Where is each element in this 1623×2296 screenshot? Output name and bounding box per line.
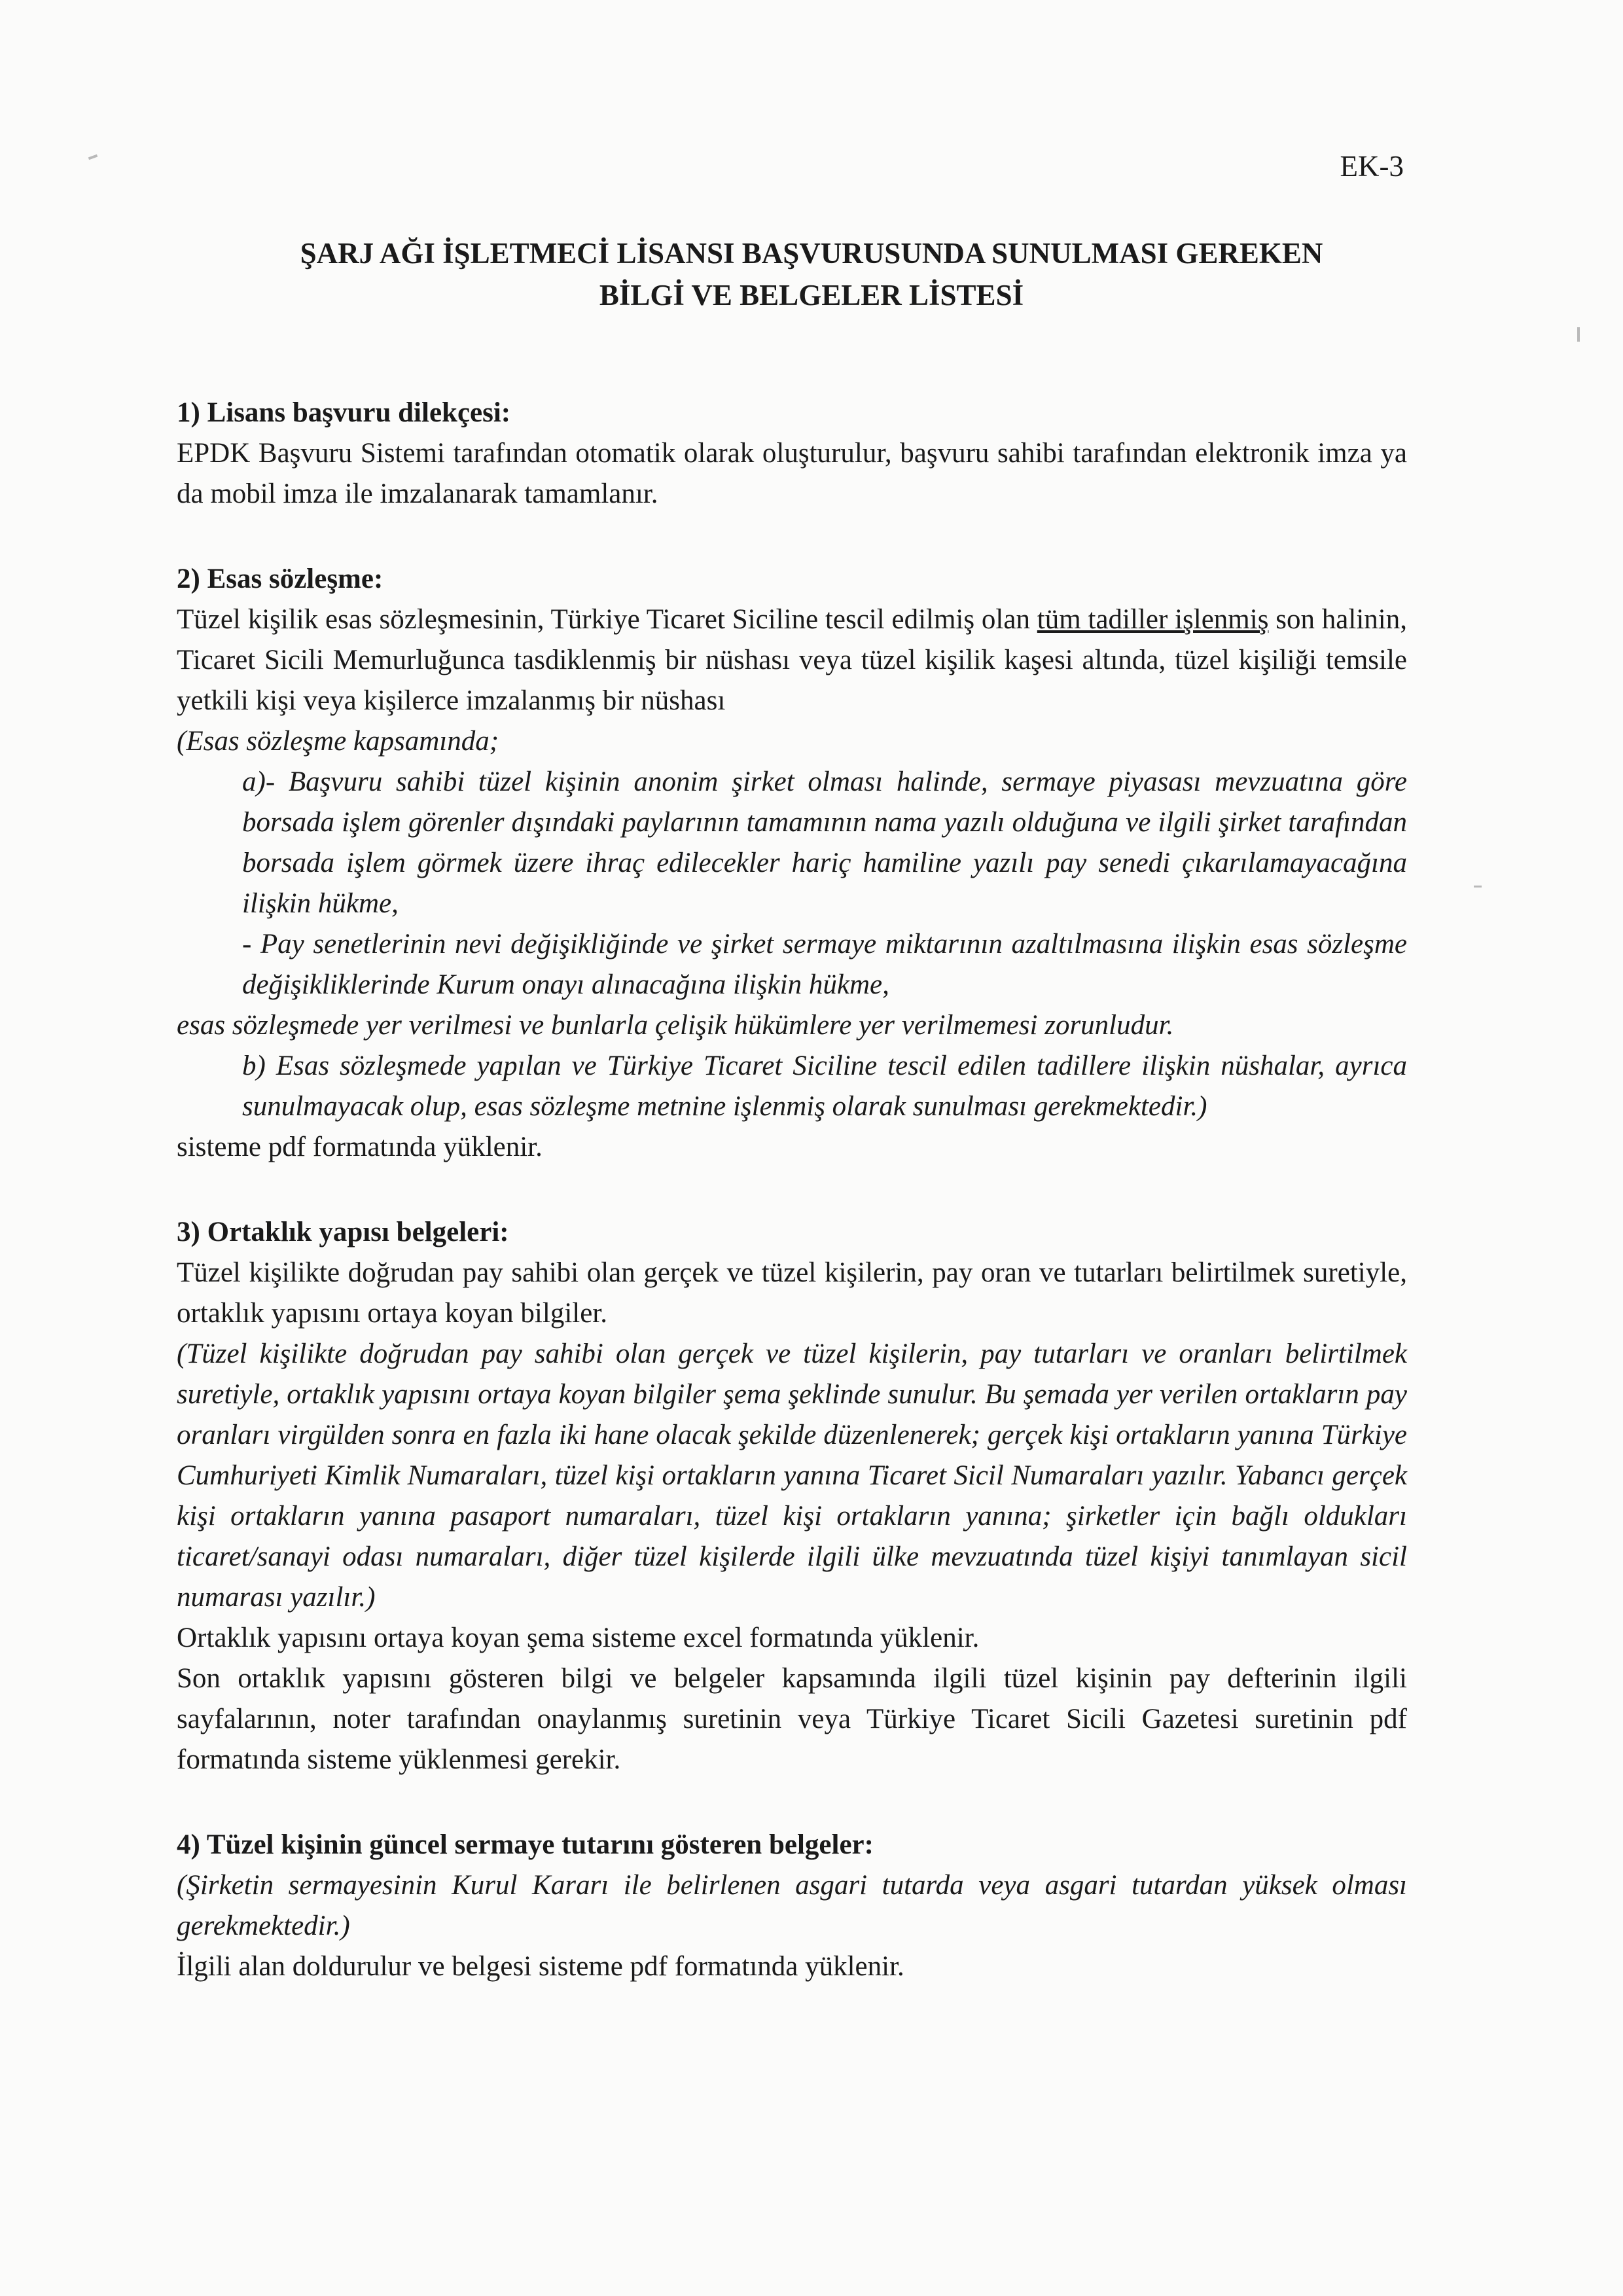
section-4	[177, 1825, 1407, 1987]
section-4-note: (Şirketin sermayesinin Kurul Kararı ile belirlenen asgari tutarda veya asgari tutardan yüksek olması gerekmektedir.)	[177, 1870, 1407, 1941]
section-3-upload-1: Ortaklık yapısını ortaya koyan şema sisteme excel formatında yüklenir.	[177, 1623, 980, 1653]
title-line-1: ŞARJ AĞI İŞLETMECİ LİSANSI BAŞVURUSUNDA SUNULMASI GEREKEN	[300, 237, 1323, 270]
section-3-heading: 3) Ortaklık yapısı belgeleri:	[177, 1217, 509, 1247]
section-2-note-intro: (Esas sözleşme kapsamında;	[177, 726, 499, 757]
section-2-heading: 2) Esas sözleşme:	[177, 564, 383, 594]
section-2-upload: sisteme pdf formatında yüklenir.	[177, 1132, 543, 1162]
section-2-text-end: son halinin, Ticaret Sicili Memurluğunca tasdiklenmiş bir nüshası veya tüzel kişilik kaşesi altında, tüzel kişiliği temsile yetkili kişi veya kişilerce imzalanmış bir nüshası	[177, 604, 1407, 716]
section-2-item-b: b) Esas sözleşmede yapılan ve Türkiye Ticaret Siciline tescil edilen tadillere ilişkin nüshalar, ayrıca sunulmayacak olup, esas sözleşme metnine işlenmiş olarak sunulması gerekmektedir.)	[242, 1050, 1407, 1122]
title-line-2: BİLGİ VE BELGELER LİSTESİ	[599, 279, 1024, 312]
section-1	[177, 393, 1407, 514]
section-1-heading: 1) Lisans başvuru dilekçesi:	[177, 397, 511, 428]
section-2-item-a: a)- Başvuru sahibi tüzel kişinin anonim şirket olması halinde, sermaye piyasası mevzuatına göre borsada işlem görenler dışındaki paylarının tamamının nama yazılı olduğuna ve ilgili şirket tarafından borsada işlem görmek üzere ihraç edilecekler hariç hamiline yazılı pay senedi çıkarılamayacağına ilişkin hükme,	[242, 766, 1407, 919]
section-2-text-start: Tüzel kişilik esas sözleşmesinin, Türkiye Ticaret Siciline tescil edilmiş olan	[177, 604, 1037, 635]
section-2-underlined-phrase: tüm tadiller işlenmiş	[1037, 604, 1269, 635]
section-3-note: (Tüzel kişilikte doğrudan pay sahibi olan gerçek ve tüzel kişilerin, pay tutarları ve oranları belirtilmek suretiyle, ortaklık yapısını ortaya koyan bilgiler şema şeklinde sunulur. Bu şemada yer verilen ortakların pay oranları virgülden sonra en fazla iki hane olacak şekilde düzenlenerek; gerçek kişi ortakların yanına Türkiye Cumhuriyeti Kimlik Numaraları, tüzel kişi ortakların yanına Ticaret Sicil Numaraları yazılır. Yabancı gerçek kişi ortakların yanına pasaport numaraları, tüzel kişi ortakların yanına; şirketler için bağlı oldukları ticaret/sanayi odası numaraları, diğer tüzel kişilerde ilgili ülke mevzuatında tüzel kişiyi tanımlayan sicil numarası yazılır.)	[177, 1338, 1407, 1613]
section-2-item-dash: - Pay senetlerinin nevi değişikliğinde ve şirket sermaye miktarının azaltılmasına ilişkin esas sözleşme değişikliklerinde Kurum onayı alınacağına ilişkin hükme,	[242, 929, 1407, 1000]
section-2	[177, 559, 1407, 1168]
section-4-upload: İlgili alan doldurulur ve belgesi sisteme pdf formatında yüklenir.	[177, 1951, 904, 1982]
section-3	[177, 1212, 1407, 1780]
scan-speck	[88, 154, 98, 160]
document-title	[0, 232, 1623, 316]
section-3-upload-2: Son ortaklık yapısını gösteren bilgi ve belgeler kapsamında ilgili tüzel kişinin pay defterinin ilgili sayfalarının, noter tarafından onaylanmış suretinin veya Türkiye Ticaret Sicili Gazetesi suretinin pdf formatında sisteme yüklenmesi gerekir.	[177, 1663, 1407, 1775]
section-2-item-close: esas sözleşmede yer verilmesi ve bunlarla çelişik hükümlere yer verilmemesi zorunludur.	[177, 1010, 1174, 1041]
section-4-heading: 4) Tüzel kişinin güncel sermaye tutarını gösteren belgeler:	[177, 1829, 874, 1860]
document-body	[177, 393, 1407, 2032]
annex-label: EK-3	[1340, 150, 1404, 183]
scan-speck	[1474, 886, 1482, 888]
section-2-text	[177, 600, 1407, 721]
scan-speck	[1577, 327, 1580, 342]
section-3-text: Tüzel kişilikte doğrudan pay sahibi olan gerçek ve tüzel kişilerin, pay oran ve tutarları belirtilmek suretiyle, ortaklık yapısını ortaya koyan bilgiler.	[177, 1257, 1407, 1329]
section-1-text: EPDK Başvuru Sistemi tarafından otomatik olarak oluşturulur, başvuru sahibi tarafından elektronik imza ya da mobil imza ile imzalanarak tamamlanır.	[177, 438, 1407, 509]
